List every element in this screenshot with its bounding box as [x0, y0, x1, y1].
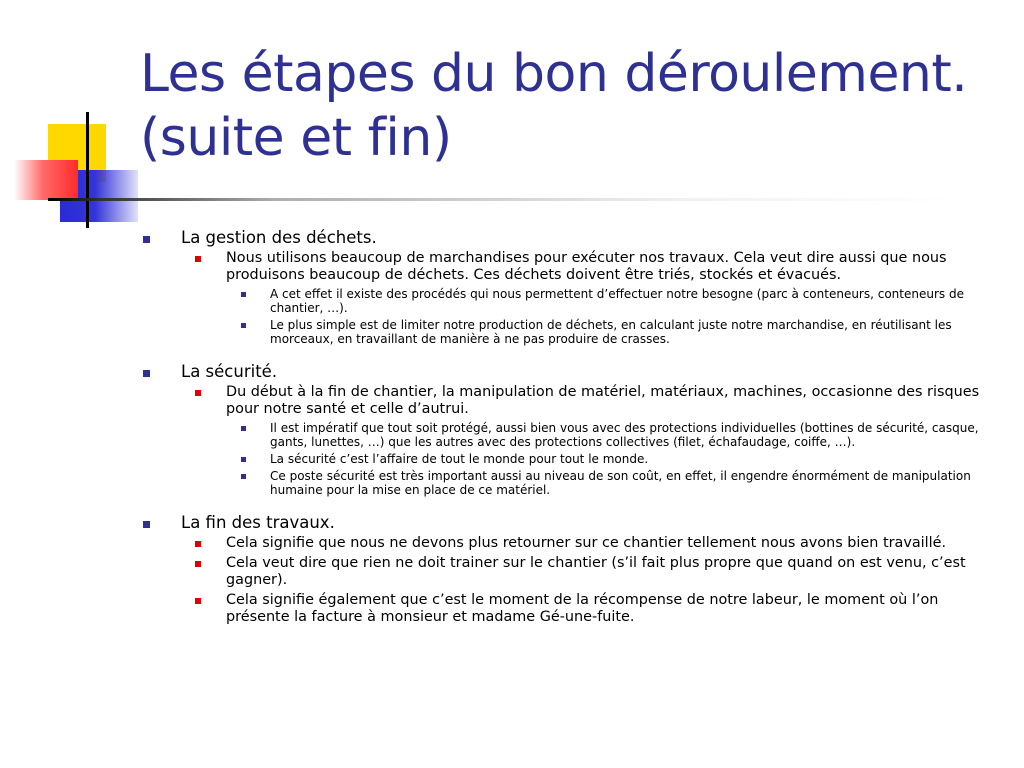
- section-safety: [140, 362, 990, 497]
- section-heading: La gestion des déchets.: [181, 228, 377, 247]
- section-end-of-works: [140, 513, 990, 626]
- square-bullet-icon: [241, 426, 246, 431]
- slide-title: Les étapes du bon déroulement. (suite et fin): [140, 44, 968, 168]
- square-bullet-icon: [195, 541, 201, 547]
- sub-item: [226, 318, 990, 346]
- sub-item-text: Le plus simple est de limiter notre production de déchets, en calculant juste notre marchandise, en réutilisant les morceaux, en travaillant de manière à ne pas produire de crasses.: [270, 318, 952, 346]
- section-heading: La fin des travaux.: [181, 513, 335, 532]
- square-bullet-icon: [143, 236, 150, 243]
- item-text: Cela signifie que nous ne devons plus retourner sur ce chantier tellement nous avons bien travaillé.: [226, 535, 947, 551]
- sub-item: [226, 287, 990, 315]
- item-list: [181, 250, 990, 346]
- section-list: [140, 228, 990, 626]
- square-bullet-icon: [195, 561, 201, 567]
- sub-item: [226, 469, 990, 497]
- red-square: [14, 160, 78, 200]
- square-bullet-icon: [143, 521, 150, 528]
- sub-item-text: Il est impératif que tout soit protégé, aussi bien vous avec des protections individuelles (bottines de sécurité, casque, gants, lunettes, …) que les autres avec des protections collectives (filet, échafaudage, coiffe, …).: [270, 421, 979, 449]
- item-text: Nous utilisons beaucoup de marchandises pour exécuter nos travaux. Cela veut dire aussi que nous produisons beaucoup de déchets. Ces déchets doivent être triés, stockés et évacués.: [226, 250, 947, 283]
- square-bullet-icon: [241, 474, 246, 479]
- item-list: [181, 535, 990, 626]
- square-bullet-icon: [143, 370, 150, 377]
- sub-item: [226, 452, 990, 466]
- vertical-rule: [86, 112, 89, 228]
- square-bullet-icon: [195, 390, 201, 396]
- sub-item-list: [226, 287, 990, 346]
- list-item: [181, 555, 990, 589]
- section-waste: [140, 228, 990, 346]
- square-bullet-icon: [241, 323, 246, 328]
- title-underline-rule: [48, 198, 958, 201]
- sub-item-list: [226, 421, 990, 497]
- sub-item: [226, 421, 990, 449]
- square-bullet-icon: [241, 292, 246, 297]
- list-item: [181, 250, 990, 346]
- item-text: Cela signifie également que c’est le moment de la récompense de notre labeur, le moment où l’on présente la facture à monsieur et madame Gé-une-fuite.: [226, 592, 939, 625]
- item-text: Cela veut dire que rien ne doit trainer sur le chantier (s’il fait plus propre que quand on est venu, c’est gagner).: [226, 555, 966, 588]
- slide-content: [140, 228, 990, 642]
- section-heading: La sécurité.: [181, 362, 278, 381]
- list-item: [181, 592, 990, 626]
- list-item: [181, 384, 990, 497]
- square-bullet-icon: [241, 457, 246, 462]
- square-bullet-icon: [195, 598, 201, 604]
- decorative-logo-squares: [0, 0, 150, 240]
- sub-item-text: La sécurité c’est l’affaire de tout le monde pour tout le monde.: [270, 452, 649, 466]
- item-text: Du début à la fin de chantier, la manipulation de matériel, matériaux, machines, occasionne des risques pour notre santé et celle d’autrui.: [226, 384, 980, 417]
- sub-item-text: A cet effet il existe des procédés qui nous permettent d’effectuer notre besogne (parc à conteneurs, conteneurs de chantier, …).: [270, 287, 964, 315]
- square-bullet-icon: [195, 256, 201, 262]
- item-list: [181, 384, 990, 497]
- sub-item-text: Ce poste sécurité est très important aussi au niveau de son coût, en effet, il engendre énormément de manipulation humaine pour la mise en place de ce matériel.: [270, 469, 971, 497]
- list-item: [181, 535, 990, 552]
